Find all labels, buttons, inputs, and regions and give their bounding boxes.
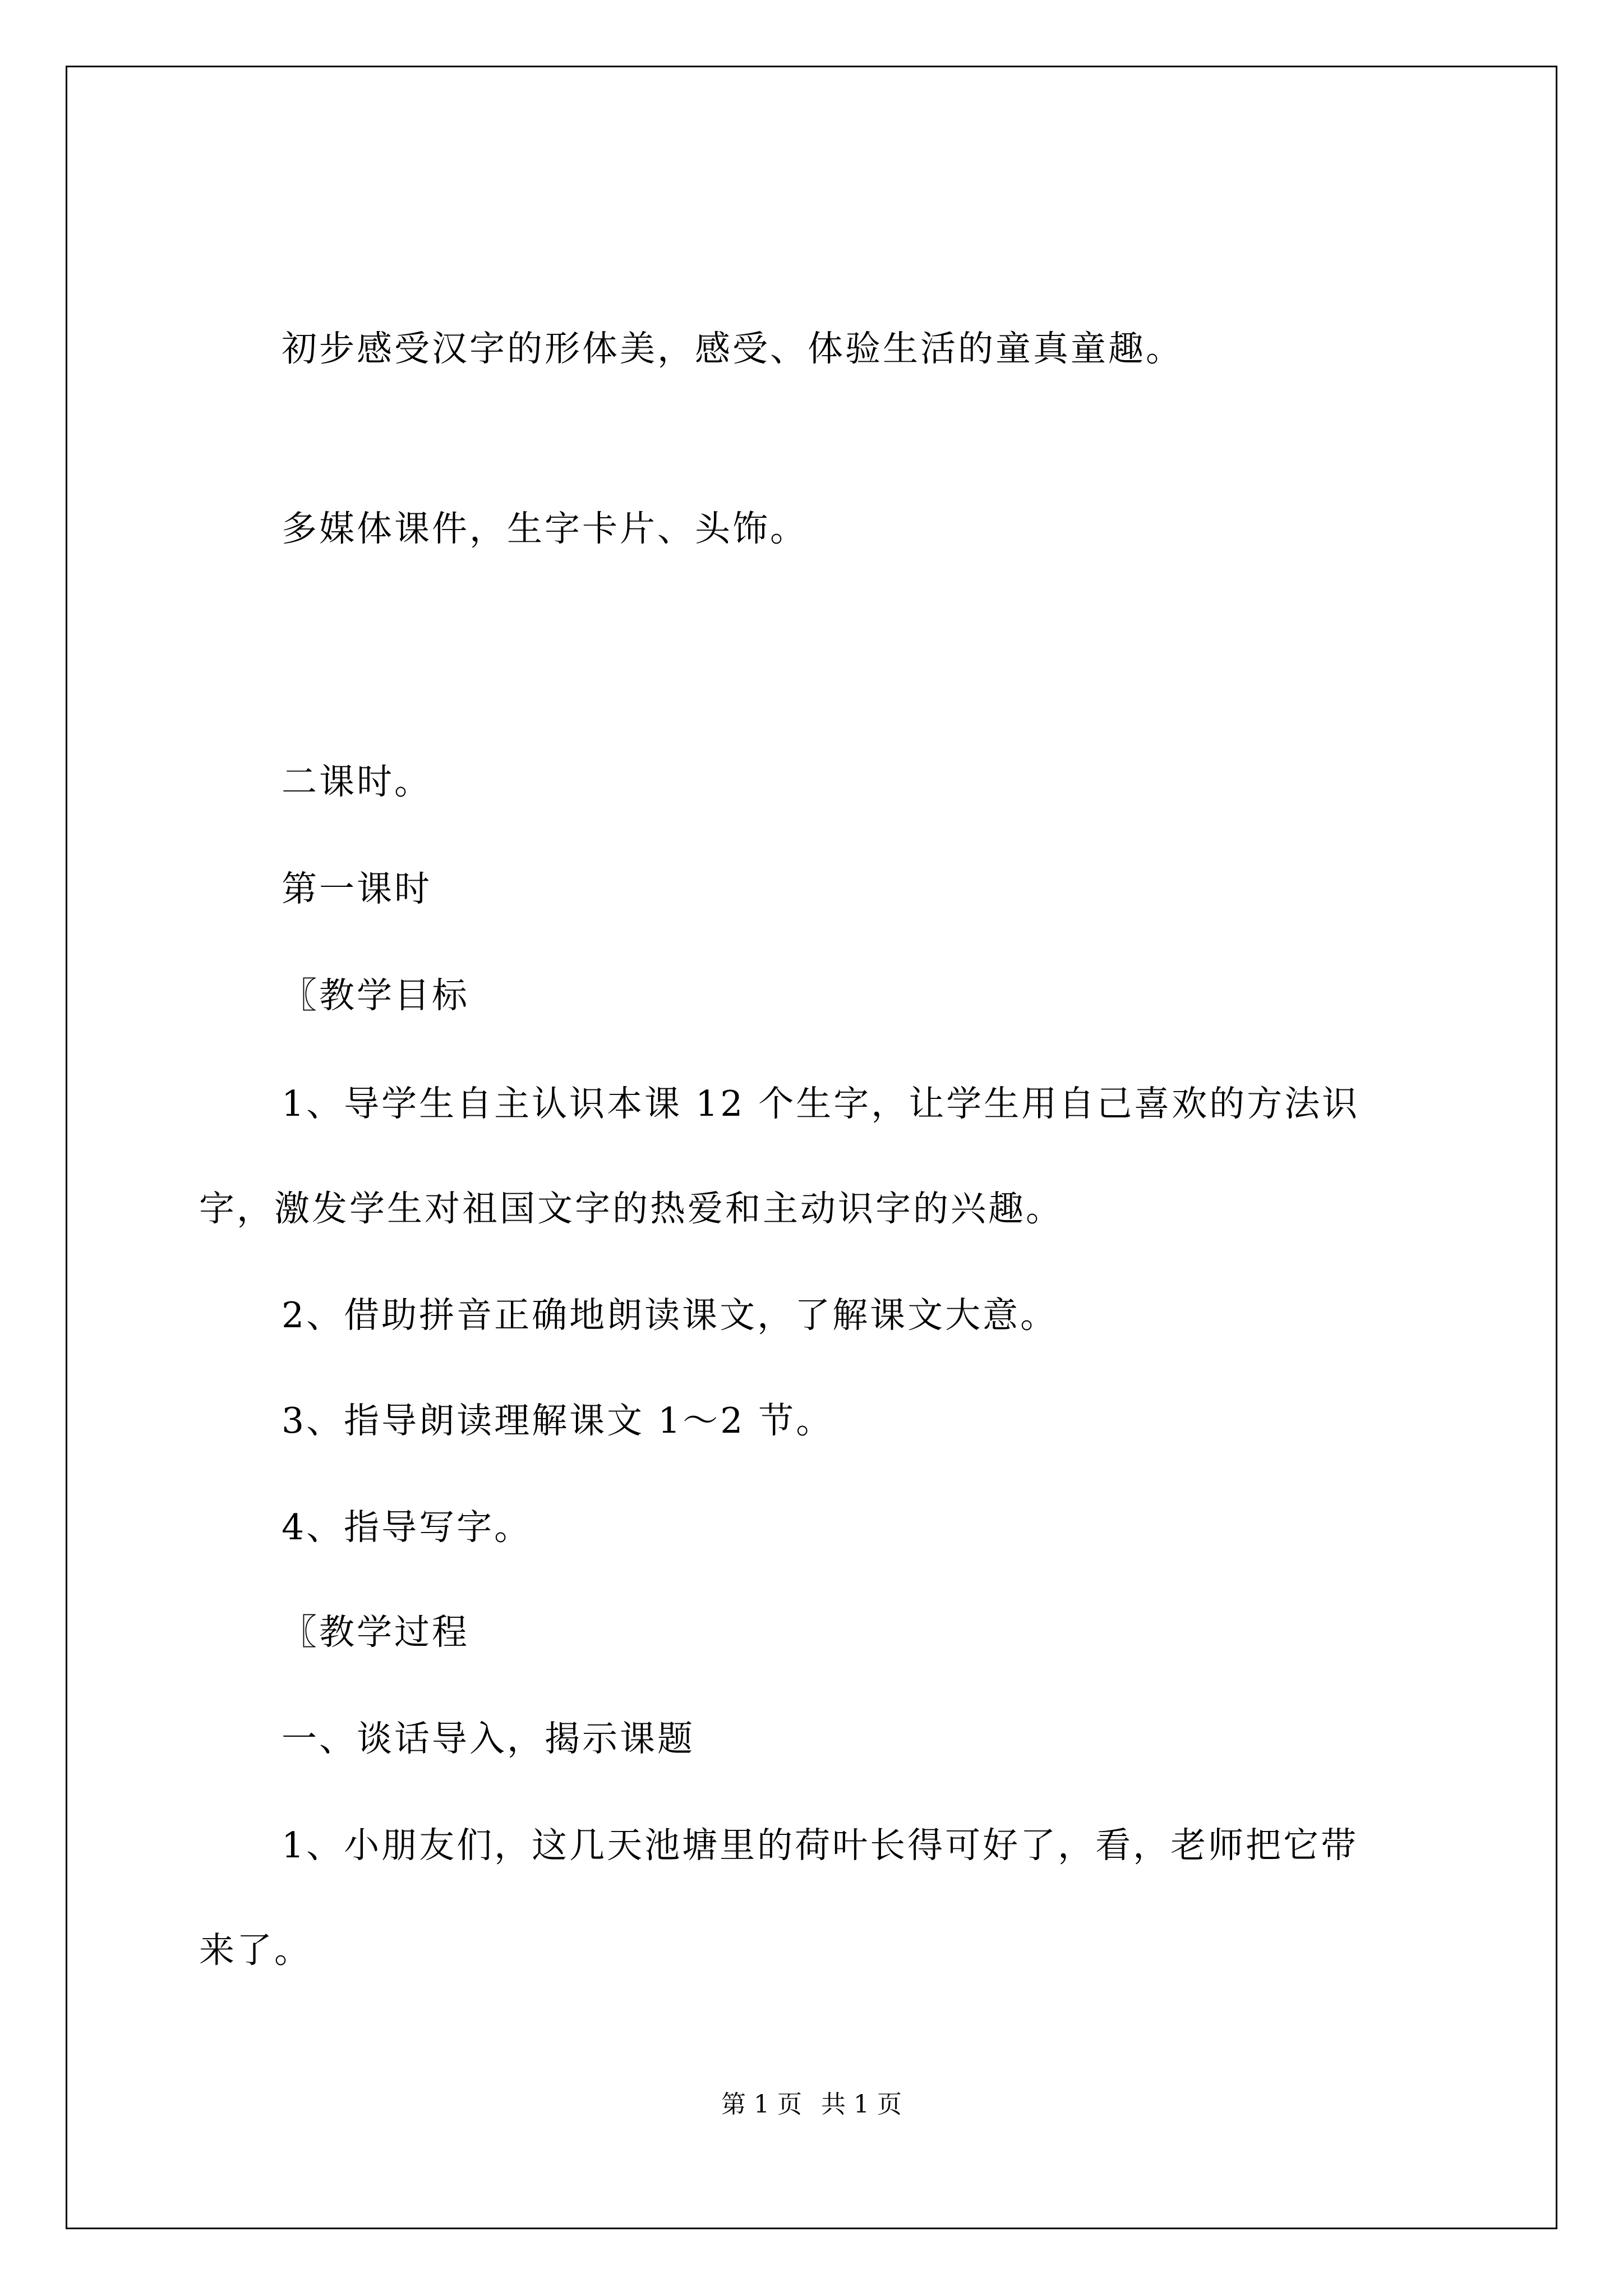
section-heading: 第一课时 <box>282 868 432 909</box>
paragraph-line: 来了。 <box>199 1930 312 1971</box>
section-heading: 〖教学过程 <box>282 1612 469 1653</box>
paragraph-line: 1、导学生自主认识本课 12 个生字，让学生用自己喜欢的方法识 <box>282 1083 1360 1124</box>
page-total: 共 1 页 <box>821 2090 902 2119</box>
page-footer <box>0 2088 1623 2122</box>
paragraph-line: 1、小朋友们，这几天池塘里的荷叶长得可好了，看，老师把它带 <box>282 1825 1359 1866</box>
paragraph-line: 一、谈话导入，揭示课题 <box>282 1718 695 1759</box>
paragraph-line: 2、借助拼音正确地朗读课文，了解课文大意。 <box>282 1295 1058 1336</box>
paragraph-line: 4、指导写字。 <box>282 1507 532 1548</box>
paragraph-line: 二课时。 <box>282 761 432 802</box>
page-number: 第 1 页 <box>721 2090 802 2119</box>
paragraph-line: 3、指导朗读理解课文 1～2 节。 <box>282 1400 834 1441</box>
paragraph-line: 字，激发学生对祖国文字的热爱和主动识字的兴趣。 <box>199 1188 1063 1229</box>
page-border <box>66 66 1557 2229</box>
section-heading: 〖教学目标 <box>282 975 469 1016</box>
paragraph-line: 初步感受汉字的形体美，感受、体验生活的童真童趣。 <box>282 328 1183 369</box>
paragraph-line: 多媒体课件，生字卡片、头饰。 <box>282 508 808 549</box>
